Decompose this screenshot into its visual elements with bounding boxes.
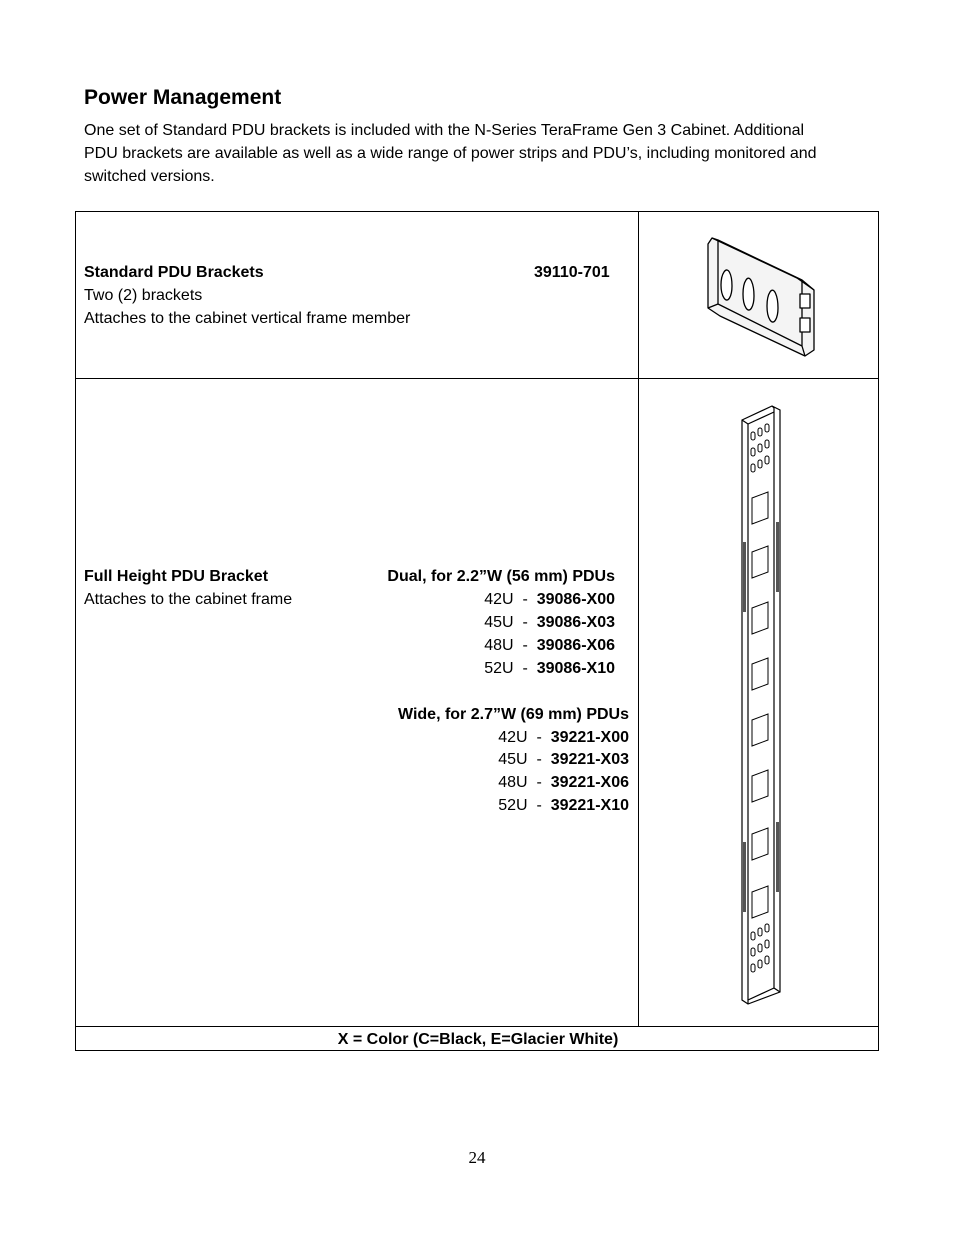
part-line: 52U - 39221-X10 (498, 797, 629, 814)
part-line: 42U - 39086-X00 (484, 591, 615, 608)
intro-paragraph (84, 119, 884, 188)
product-detail: Two (2) brackets (84, 287, 203, 304)
product-name: Standard PDU Brackets (84, 264, 264, 281)
full-height-bracket-icon (734, 402, 786, 1006)
color-note: X = Color (C=Black, E=Glacier White) (337, 1031, 619, 1048)
column-divider (638, 212, 639, 1026)
row-divider (76, 1026, 878, 1027)
part-line: 48U - 39086-X06 (484, 637, 615, 654)
group-heading: Dual, for 2.2”W (56 mm) PDUs (387, 568, 615, 585)
page-number: 24 (468, 1148, 486, 1167)
part-line: 48U - 39221-X06 (498, 774, 629, 791)
part-line: 52U - 39086-X10 (484, 660, 615, 677)
row-divider (76, 378, 878, 379)
intro-line: PDU brackets are available as well as a wide range of power strips and PDU’s, including monitored and (84, 145, 817, 162)
product-table (75, 211, 879, 1051)
part-number: 39110-701 (534, 264, 610, 281)
part-line: 42U - 39221-X00 (498, 729, 629, 746)
product-detail: Attaches to the cabinet frame (84, 591, 293, 608)
pdu-bracket-icon (702, 234, 820, 358)
product-name: Full Height PDU Bracket (84, 568, 269, 585)
intro-line: switched versions. (84, 168, 215, 185)
section-title: Power Management (84, 86, 282, 109)
intro-line: One set of Standard PDU brackets is included with the N-Series TeraFrame Gen 3 Cabinet. Additional (84, 122, 805, 139)
part-line: 45U - 39221-X03 (498, 751, 629, 768)
product-detail: Attaches to the cabinet vertical frame member (84, 310, 411, 327)
group-heading: Wide, for 2.7”W (69 mm) PDUs (397, 706, 629, 723)
part-line: 45U - 39086-X03 (484, 614, 615, 631)
